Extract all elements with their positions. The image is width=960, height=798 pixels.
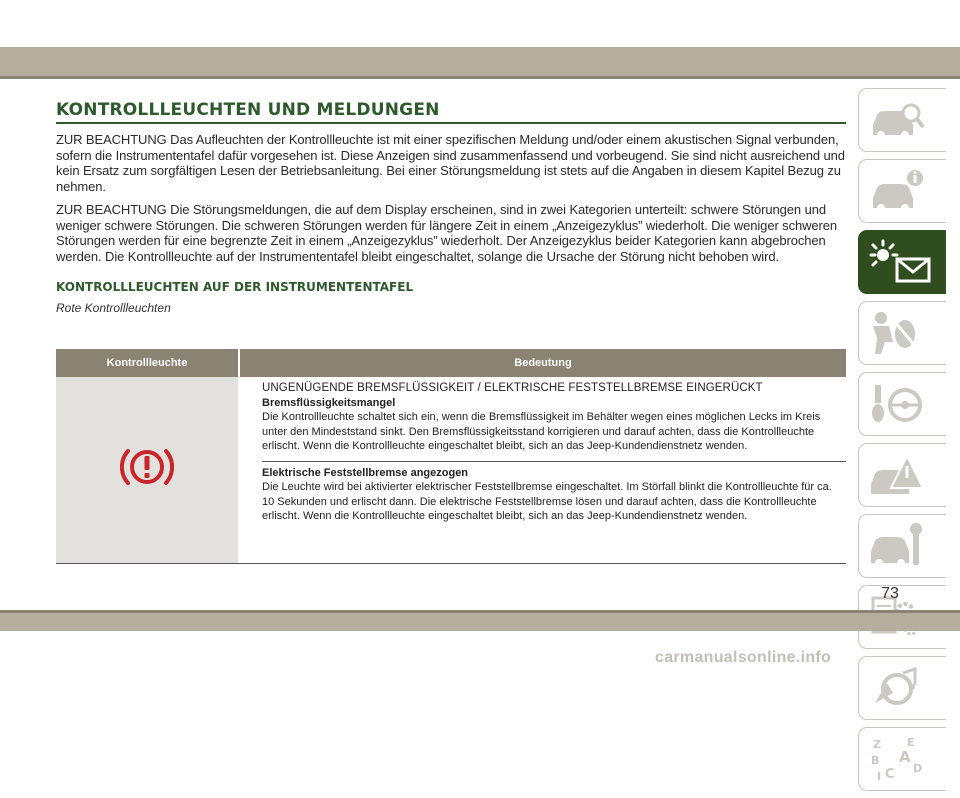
key-steering-wheel-icon (867, 379, 927, 429)
watermark: carmanualsonline.info (655, 649, 832, 666)
meaning-text-1: Die Kontrollleuchte schaltet sich ein, wenn die Bremsflüssigkeit im Behälter wegen eines möglichen Lecks im Kreis unter den Mindeststand sinkt. Den Bremsflüssigkeitsstand korrigieren und darauf achten, dass die Kontrollleuchte erlischt. Wenn die Kontrollleuchte eingeschaltet bleibt, sich an das Jeep-Kundendienstnetz wenden. (262, 411, 821, 452)
section-subtitle: KONTROLLLEUCHTEN AUF DER INSTRUMENTENTAFEL (56, 280, 414, 294)
main-content (56, 100, 846, 315)
top-gray-band (0, 47, 960, 76)
tab-emergency[interactable] (858, 443, 946, 507)
car-search-icon (867, 95, 927, 145)
top-divider (0, 76, 960, 79)
car-warning-triangle-icon (867, 450, 927, 500)
index-letter-e: E (907, 736, 915, 749)
tab-multimedia[interactable] (858, 656, 946, 720)
car-wrench-icon (867, 521, 927, 571)
car-info-icon (867, 166, 927, 216)
table-header (56, 349, 846, 377)
tab-servicing[interactable] (858, 514, 946, 578)
meaning-block-parking-brake (262, 462, 846, 530)
table-row (56, 377, 846, 564)
tab-warning-lights[interactable] (858, 230, 946, 294)
person-airbag-icon (867, 308, 927, 358)
meaning-title-2: Elektrische Feststellbremse angezogen (262, 466, 469, 479)
warning-light-message-icon (867, 237, 937, 289)
index-letter-c: C (885, 767, 895, 782)
icon-cell (56, 377, 240, 563)
index-letter-b: B (871, 754, 880, 767)
index-letter-a: A (899, 748, 911, 766)
multimedia-icon (867, 663, 927, 713)
bottom-gray-band (0, 613, 960, 631)
meaning-title-1: Bremsflüssigkeitsmangel (262, 396, 396, 409)
index-letter-z: Z (873, 738, 881, 751)
page-title: KONTROLLLEUCHTEN UND MELDUNGEN (56, 100, 846, 124)
chapter-tabs (858, 88, 948, 798)
tab-safety[interactable] (858, 301, 946, 365)
paragraph-note-2: ZUR BEACHTUNG Die Störungsmeldungen, die auf dem Display erscheinen, sind in zwei Kategorien unterteilt: schwere Störungen und weniger schwere Störungen. Die schweren Störungen werden für längere Zeit in einem „Anzeigezyklus” wiederholt. Die weniger schweren Störungen werden für eine begrenzte Zeit in einem „Anzeigezyklus” wiederholt. Der Anzeigezyklus beider Kategorien kann abgebrochen werden. Die Kontrollleuchte auf der Instrumententafel bleibt eingeschaltet, solange die Ursache der Störung nicht behoben wird. (56, 202, 838, 264)
brake-warning-icon (120, 443, 174, 491)
meaning-cell (240, 377, 846, 563)
index-letter-d: D (913, 762, 923, 775)
header-kontrollleuchte: Kontrollleuchte (56, 349, 240, 377)
tab-starting-driving[interactable] (858, 372, 946, 436)
header-bedeutung: Bedeutung (514, 357, 572, 369)
tab-car-search[interactable] (858, 88, 946, 152)
meaning-caps-title: UNGENÜGENDE BREMSFLÜSSIGKEIT / ELEKTRISCHE FESTSTELLBREMSE EINGERÜCKT (262, 382, 763, 394)
index-letter-i: I (877, 770, 882, 783)
section-note: Rote Kontrollleuchten (56, 301, 171, 315)
paragraph-note-1: ZUR BEACHTUNG Das Aufleuchten der Kontrollleuchte ist mit einer spezifischen Meldung und/oder einem akustischen Signal verbunden, sofern die Instrumententafel dafür vorgesehen ist. Diese Anzeigen sind zusammenfassend und vorbeugend. Sie sind nicht ausreichend und kein Ersatz zum sorgfältigen Lesen der Betriebsanleitung. Bei einer Störungsmeldung ist stets auf die Angaben in diesem Kapitel Bezug zu nehmen. (56, 132, 845, 194)
alphabetical-index-icon (867, 734, 927, 784)
warning-lights-table (56, 349, 846, 564)
meaning-block-brake-fluid (262, 377, 846, 462)
meaning-text-2: Die Leuchte wird bei aktivierter elektrischer Feststellbremse eingeschaltet. Im Störfall blinkt die Kontrollleuchte für ca. 10 Sekunden und erlischt dann. Die elektrische Feststellbremse lösen und darauf achten, dass die Kontrollleuchte erlischt. Wenn die Kontrollleuchte eingeschaltet bleibt, sich an das Jeep-Kundendienstnetz wenden. (262, 481, 832, 522)
page-number: 73 (881, 585, 899, 602)
tab-car-info[interactable] (858, 159, 946, 223)
tab-index[interactable] (858, 727, 946, 791)
